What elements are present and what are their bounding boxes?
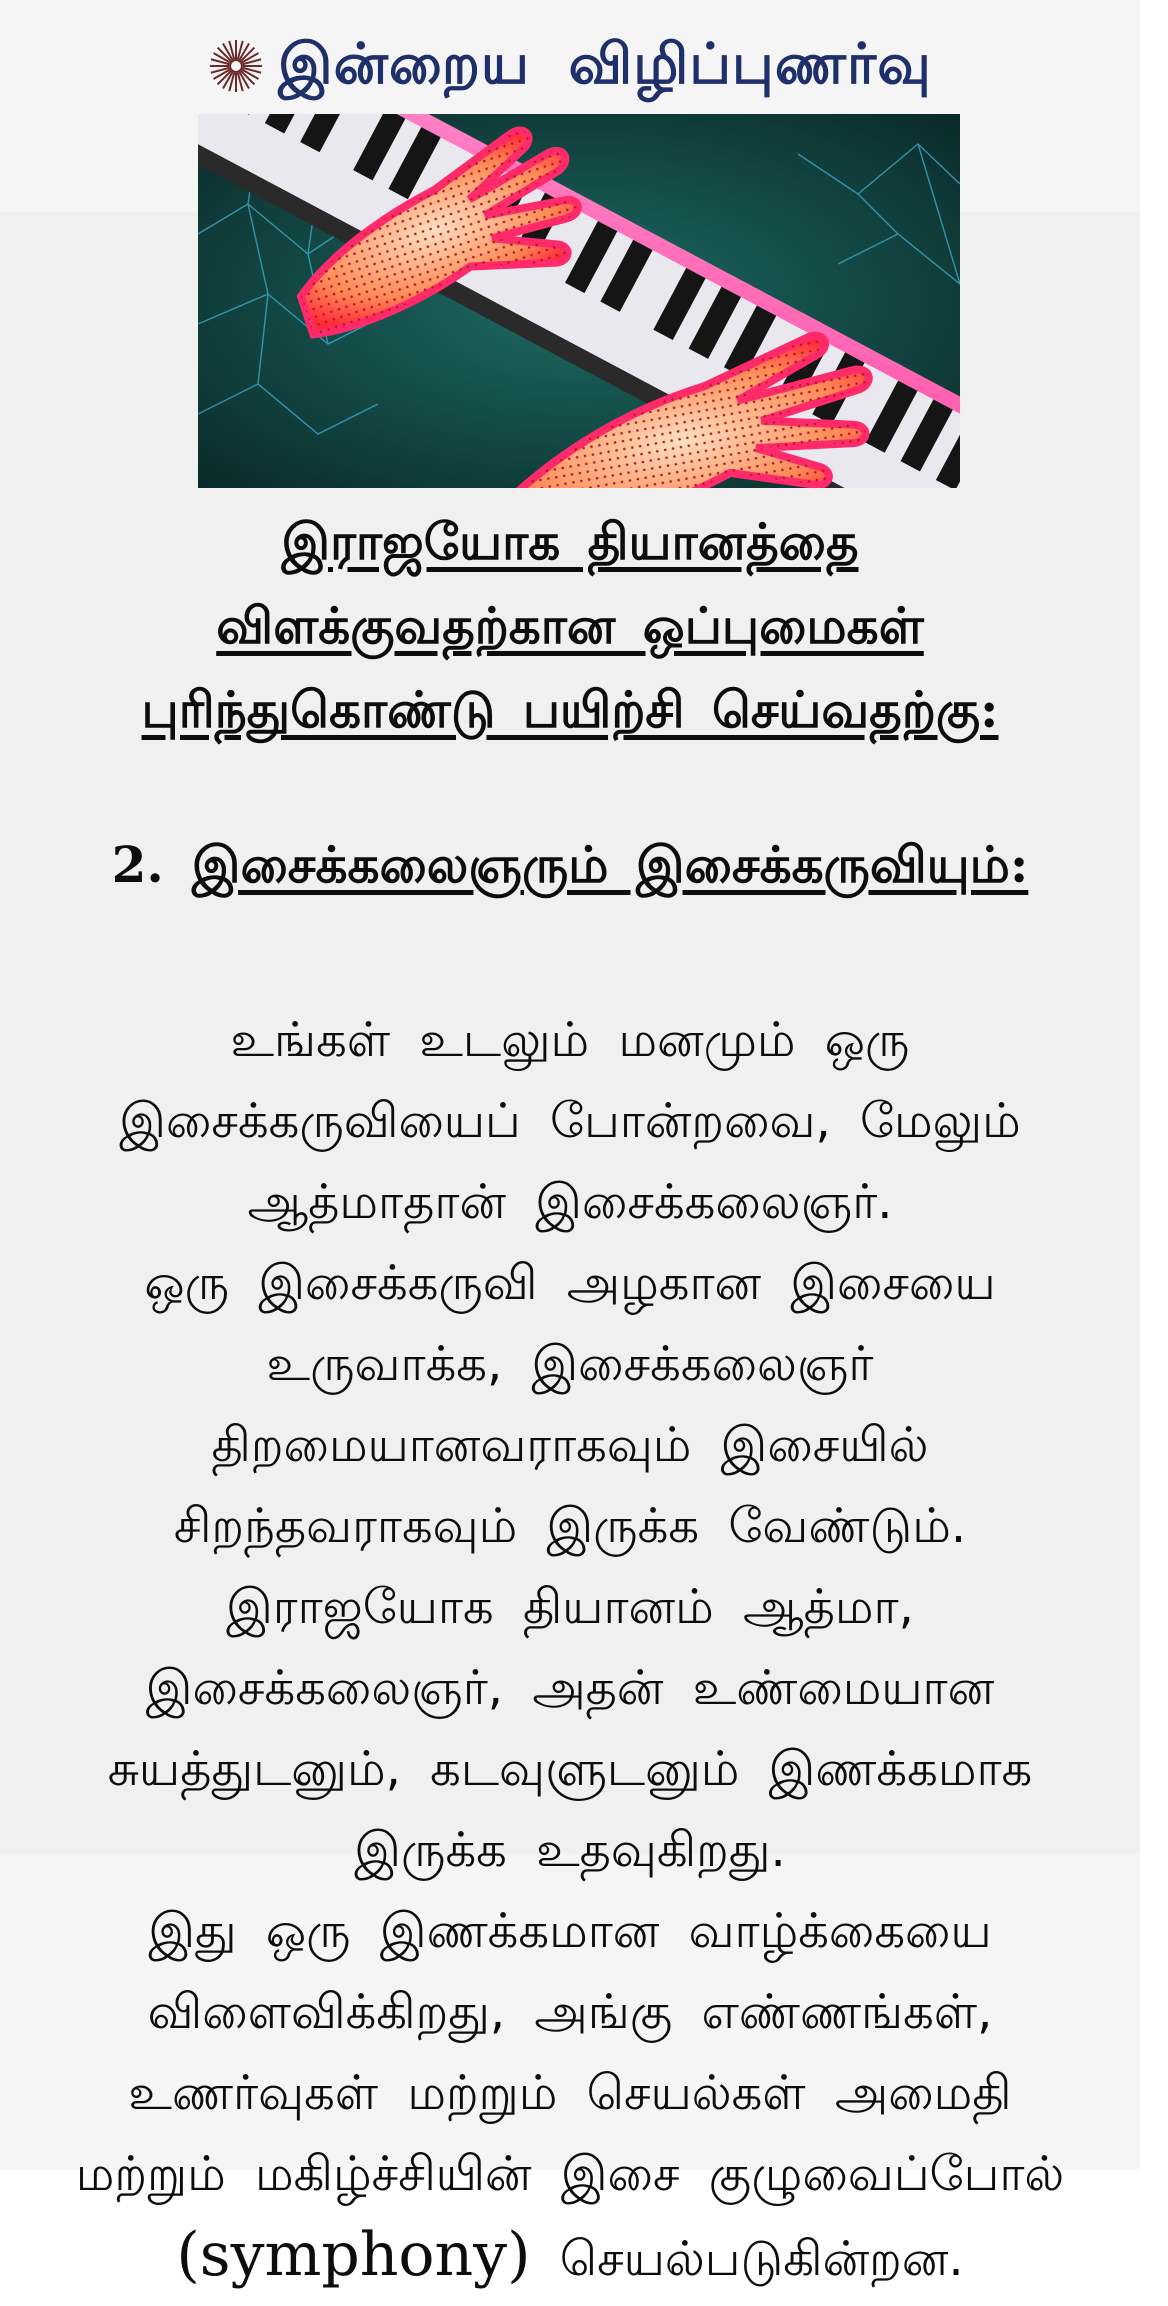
body-last-word: செயல்படுகின்றன. [559, 2231, 964, 2287]
body-line: ஆத்மாதான் இசைக்கலைஞர். [247, 1174, 893, 1230]
heading-line: இராஜயோக தியானத்தை [281, 512, 859, 571]
english-term: (symphony) [176, 2220, 531, 2290]
body-line: இராஜயோக தியானம் ஆத்மா, [226, 1579, 914, 1635]
body-line: விளைவிக்கிறது, அங்கு எண்ணங்கள், [147, 1984, 993, 2040]
body-line: ஒரு இசைக்கருவி அழகான இசையை [144, 1255, 996, 1311]
body-line: இசைக்கலைஞர், அதன் உண்மையான [145, 1660, 995, 1716]
body-line: சிறந்தவராகவும் இருக்க வேண்டும். [173, 1498, 967, 1554]
body-line: இருக்க உதவுகிறது. [354, 1822, 786, 1878]
heading-line: புரிந்துகொண்டு பயிற்சி செய்வதற்கு: [141, 680, 999, 739]
body-line: திறமையானவராகவும் இசையில் [211, 1417, 929, 1473]
body-line: உணர்வுகள் மற்றும் செயல்கள் அமைதி [128, 2065, 1012, 2121]
body-paragraph [0, 1000, 1140, 2300]
body-line: சுயத்துடனும், கடவுளுடனும் இணக்கமாக [107, 1741, 1033, 1797]
heading-line: விளக்குவதற்கான ஒப்புமைகள் [216, 596, 924, 655]
hands-on-piano-keyboard-illustration [198, 114, 960, 488]
section-heading [0, 820, 1140, 910]
body-last-line [0, 2215, 1140, 2300]
body-line: உருவாக்க, இசைக்கலைஞர் [266, 1336, 874, 1392]
section-number: 2. [111, 835, 164, 894]
section-title: இசைக்கலைஞரும் இசைக்கருவியும்: [191, 835, 1029, 894]
body-line: இது ஒரு இணக்கமான வாழ்க்கையை [148, 1903, 992, 1959]
radiant-sun-icon [208, 38, 264, 98]
body-line: இசைக்கருவியைப் போன்றவை, மேலும் [119, 1093, 1021, 1149]
body-line: உங்கள் உடலும் மனமும் ஒரு [230, 1012, 910, 1068]
header [0, 18, 1140, 118]
body-line: மற்றும் மகிழ்ச்சியின் இசை குழுவைப்போல் [75, 2146, 1065, 2202]
hero-image [198, 114, 960, 488]
header-title: இன்றைய விழிப்புணர்வு [278, 32, 932, 97]
article-heading [0, 500, 1140, 752]
